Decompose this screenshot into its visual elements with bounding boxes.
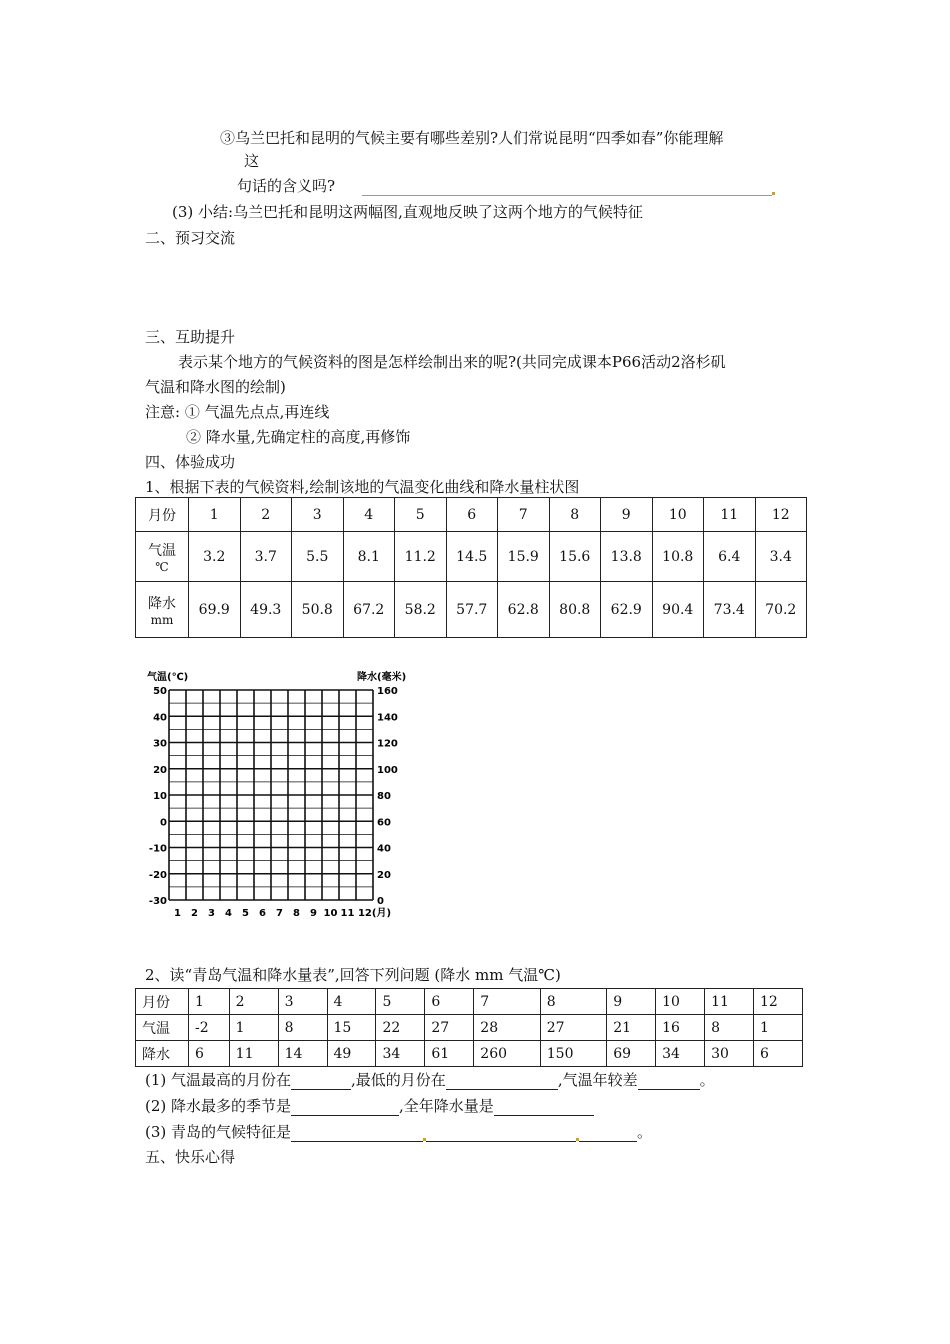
month-cell: 8 xyxy=(540,989,606,1015)
table2-header-label: 月份 xyxy=(136,989,189,1015)
table1-header-label: 月份 xyxy=(136,498,189,532)
blank-climate-chart xyxy=(145,664,420,924)
month-cell: 3 xyxy=(292,498,344,532)
month-cell: 6 xyxy=(446,498,498,532)
temp-cell: 13.8 xyxy=(601,532,653,582)
temp-cell: 16 xyxy=(656,1015,705,1041)
right-tick-label: 160 xyxy=(377,686,398,697)
precip-cell: 62.8 xyxy=(498,582,550,638)
left-tick-label: -10 xyxy=(148,843,167,855)
x-tick-label: 1 xyxy=(174,908,181,919)
month-cell: 1 xyxy=(189,989,230,1015)
note-1: 注意: ① 气温先点点,再连线 xyxy=(145,403,330,421)
section-3-title: 三、互助提升 xyxy=(145,328,236,346)
question-3-line3 xyxy=(237,176,775,196)
right-tick-label: 120 xyxy=(377,738,398,750)
q2-2-text-a: (2) 降水最多的季节是 xyxy=(145,1097,292,1115)
month-cell: 4 xyxy=(343,498,395,532)
precip-cell: 62.9 xyxy=(601,582,653,638)
month-cell: 1 xyxy=(189,498,241,532)
x-tick-label: 11 xyxy=(340,908,355,919)
chart-x-ticks xyxy=(174,906,391,919)
chart-right-ticks xyxy=(377,686,398,907)
temp-cell: 21 xyxy=(607,1015,656,1041)
question-3-line1: ③乌兰巴托和昆明的气候主要有哪些差别?人们常说昆明“四季如春”你能理解 xyxy=(220,129,724,147)
month-cell: 7 xyxy=(474,989,540,1015)
left-tick-label: -20 xyxy=(148,869,167,881)
temp-cell: 8 xyxy=(705,1015,754,1041)
precip-cell: 69 xyxy=(607,1041,656,1067)
month-cell: 4 xyxy=(327,989,376,1015)
precip-cell: 6 xyxy=(189,1041,230,1067)
month-cell: 5 xyxy=(376,989,425,1015)
left-tick-label: 20 xyxy=(153,764,167,776)
left-tick-label: 0 xyxy=(160,817,167,829)
mark-dot xyxy=(772,192,775,195)
x-tick-label: 3 xyxy=(208,908,215,919)
month-cell: 3 xyxy=(278,989,327,1015)
precip-cell: 49.3 xyxy=(240,582,292,638)
temp-cell: 15.6 xyxy=(549,532,601,582)
temp-cell: 8.1 xyxy=(343,532,395,582)
precip-row-label: 降水 mm xyxy=(136,582,189,638)
x-tick-label: 8 xyxy=(293,908,300,919)
question-3-line2: 这 xyxy=(244,152,260,170)
x-tick-label: 6 xyxy=(259,908,266,919)
q2-3-text-b: 。 xyxy=(637,1123,653,1141)
x-tick-label: 12(月) xyxy=(357,908,392,919)
precip-cell: 58.2 xyxy=(395,582,447,638)
month-cell: 11 xyxy=(704,498,756,532)
chart-left-ticks xyxy=(149,686,167,907)
precip-cell: 11 xyxy=(229,1041,278,1067)
month-cell: 11 xyxy=(705,989,754,1015)
temp-cell: -2 xyxy=(189,1015,230,1041)
left-tick-label: 40 xyxy=(153,712,167,724)
month-cell: 8 xyxy=(549,498,601,532)
right-tick-label: 20 xyxy=(377,869,391,881)
left-tick-label: 10 xyxy=(153,791,167,802)
climate-table-1 xyxy=(135,497,807,638)
precip-cell: 61 xyxy=(425,1041,474,1067)
question-2-title: 2、读“青岛气温和降水量表”,回答下列问题 (降水 mm 气温℃) xyxy=(145,966,561,984)
temp-cell: 1 xyxy=(753,1015,802,1041)
question-3-text: 句话的含义吗? xyxy=(237,177,336,195)
left-tick-label: 50 xyxy=(153,686,167,697)
question-2-1 xyxy=(145,1070,715,1090)
temp-cell: 27 xyxy=(425,1015,474,1041)
month-cell: 2 xyxy=(240,498,292,532)
note-2: ② 降水量,先确定柱的高度,再修饰 xyxy=(186,428,411,446)
precip-cell: 67.2 xyxy=(343,582,395,638)
answer-blank[interactable] xyxy=(291,1099,399,1116)
temp-cell: 22 xyxy=(376,1015,425,1041)
precip-cell: 14 xyxy=(278,1041,327,1067)
precip-cell: 30 xyxy=(705,1041,754,1067)
temp-cell: 15 xyxy=(327,1015,376,1041)
right-tick-label: 80 xyxy=(377,791,391,802)
month-cell: 2 xyxy=(229,989,278,1015)
month-cell: 7 xyxy=(498,498,550,532)
precip-cell: 57.7 xyxy=(446,582,498,638)
chart-right-title: 降水(毫米) xyxy=(357,672,407,683)
chart-left-title: 气温(℃) xyxy=(147,672,189,683)
section-3-para-line1: 表示某个地方的气候资料的图是怎样绘制出来的呢?(共同完成课本P66活动2洛杉矶 xyxy=(178,353,726,371)
answer-blank[interactable] xyxy=(291,1125,423,1142)
temp-cell: 6.4 xyxy=(704,532,756,582)
precip-cell: 69.9 xyxy=(189,582,241,638)
month-cell: 9 xyxy=(601,498,653,532)
precip-cell: 260 xyxy=(474,1041,540,1067)
left-tick-label: 30 xyxy=(153,738,167,750)
answer-blank[interactable] xyxy=(638,1073,700,1090)
right-tick-label: 0 xyxy=(377,896,384,907)
x-tick-label: 5 xyxy=(242,908,249,919)
answer-blank[interactable] xyxy=(426,1125,576,1142)
answer-line[interactable] xyxy=(362,179,772,196)
answer-blank[interactable] xyxy=(446,1073,558,1090)
section-4-title: 四、体验成功 xyxy=(145,453,236,471)
temp-cell: 3.7 xyxy=(240,532,292,582)
month-cell: 9 xyxy=(607,989,656,1015)
chart-grid xyxy=(169,690,373,900)
temp-cell: 8 xyxy=(278,1015,327,1041)
left-tick-label: -30 xyxy=(148,896,167,907)
temp-cell: 28 xyxy=(474,1015,540,1041)
section-2-title: 二、预习交流 xyxy=(145,229,236,247)
temp-cell: 11.2 xyxy=(395,532,447,582)
section-5-title: 五、快乐心得 xyxy=(145,1148,236,1166)
precip-cell: 34 xyxy=(376,1041,425,1067)
x-tick-label: 2 xyxy=(191,908,198,919)
precip-cell: 73.4 xyxy=(704,582,756,638)
qingdao-table xyxy=(135,988,803,1067)
answer-blank[interactable] xyxy=(494,1099,594,1116)
answer-blank[interactable] xyxy=(579,1125,637,1142)
month-cell: 12 xyxy=(753,989,802,1015)
right-tick-label: 60 xyxy=(377,817,391,829)
right-tick-label: 140 xyxy=(377,712,398,724)
temp-cell: 1 xyxy=(229,1015,278,1041)
question-1-title: 1、根据下表的气候资料,绘制该地的气温变化曲线和降水量柱状图 xyxy=(145,478,580,496)
summary-line: (3) 小结:乌兰巴托和昆明这两幅图,直观地反映了这两个地方的气候特征 xyxy=(172,203,643,221)
q2-1-text-c: ,气温年较差 xyxy=(557,1071,638,1089)
x-tick-label: 4 xyxy=(225,908,232,919)
precip-cell: 50.8 xyxy=(292,582,344,638)
temp-row-label: 气温 ℃ xyxy=(136,532,189,582)
x-tick-label: 10 xyxy=(323,908,338,919)
q2-2-text-b: ,全年降水量是 xyxy=(399,1097,494,1115)
month-cell: 12 xyxy=(755,498,807,532)
precip-cell: 80.8 xyxy=(549,582,601,638)
temp-cell: 15.9 xyxy=(498,532,550,582)
precip-cell: 34 xyxy=(656,1041,705,1067)
precip-row-label: 降水 xyxy=(136,1041,189,1067)
temp-cell: 14.5 xyxy=(446,532,498,582)
q2-1-text-d: 。 xyxy=(699,1071,715,1089)
section-3-para-line2: 气温和降水图的绘制) xyxy=(145,378,286,396)
temp-cell: 10.8 xyxy=(652,532,704,582)
temp-row-label: 气温 xyxy=(136,1015,189,1041)
precip-cell: 150 xyxy=(540,1041,606,1067)
answer-blank[interactable] xyxy=(291,1073,351,1090)
temp-cell: 3.4 xyxy=(755,532,807,582)
precip-cell: 70.2 xyxy=(755,582,807,638)
q2-1-text-b: ,最低的月份在 xyxy=(351,1071,446,1089)
month-cell: 6 xyxy=(425,989,474,1015)
month-cell: 5 xyxy=(395,498,447,532)
q2-3-text-a: (3) 青岛的气候特征是 xyxy=(145,1123,292,1141)
question-2-2 xyxy=(145,1096,594,1116)
x-tick-label: 9 xyxy=(310,908,317,919)
month-cell: 10 xyxy=(656,989,705,1015)
question-2-3 xyxy=(145,1122,652,1142)
month-cell: 10 xyxy=(652,498,704,532)
right-tick-label: 40 xyxy=(377,843,391,855)
q2-1-text-a: (1) 气温最高的月份在 xyxy=(145,1071,292,1089)
right-tick-label: 100 xyxy=(377,764,398,776)
precip-cell: 6 xyxy=(753,1041,802,1067)
x-tick-label: 7 xyxy=(276,908,283,919)
temp-cell: 5.5 xyxy=(292,532,344,582)
temp-cell: 27 xyxy=(540,1015,606,1041)
precip-cell: 49 xyxy=(327,1041,376,1067)
temp-cell: 3.2 xyxy=(189,532,241,582)
precip-cell: 90.4 xyxy=(652,582,704,638)
